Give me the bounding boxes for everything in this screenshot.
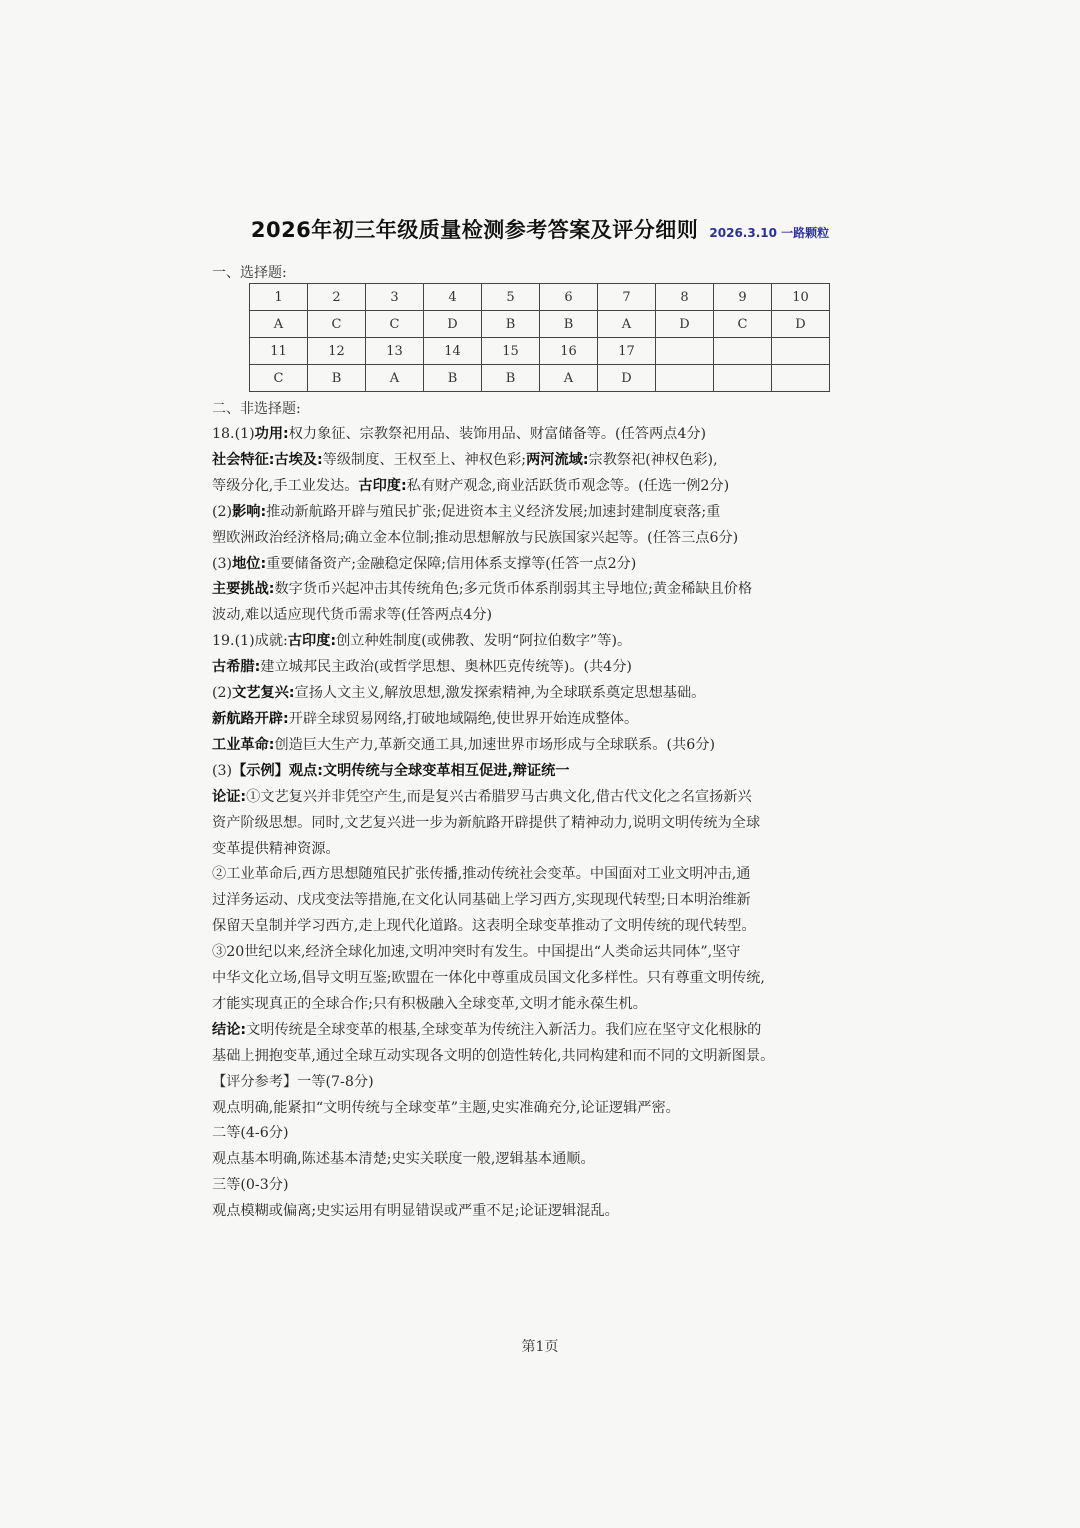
text-segment: 创造巨大生产力,革新交通工具,加速世界市场形成与全球联系。(共6分)	[274, 736, 715, 753]
bold-label: 工业革命:	[212, 736, 275, 753]
text-line	[212, 1147, 868, 1173]
section-multiple-choice-title: 一、选择题:	[212, 265, 287, 281]
date-source-tag: 2026.3.10 一路颗粒	[709, 226, 830, 240]
question-number-cell: 8	[656, 284, 714, 311]
question-number-cell: 12	[308, 338, 366, 365]
text-line	[212, 655, 868, 681]
question-number-cell: 3	[366, 284, 424, 311]
answer-cell: D	[656, 311, 714, 338]
text-line	[212, 888, 868, 914]
question-number-cell	[772, 338, 830, 365]
text-line	[212, 629, 868, 655]
text-line	[212, 526, 868, 552]
answer-cell: A	[598, 311, 656, 338]
question-number-cell: 1	[250, 284, 308, 311]
text-segment: ①文艺复兴并非凭空产生,而是复兴古希腊罗马古典文化,借古代文化之名宣扬新兴	[246, 788, 752, 805]
page-number: 第1页	[521, 1339, 559, 1355]
bold-label: 影响:	[232, 503, 267, 520]
question-number-cell: 14	[424, 338, 482, 365]
question-number-cell: 5	[482, 284, 540, 311]
answer-cell	[772, 365, 830, 392]
text-segment: 推动新航路开辟与殖民扩张;促进资本主义经济发展;加速封建制度衰落;重	[266, 503, 721, 520]
bold-label: 地位:	[232, 555, 267, 572]
answer-cell: B	[482, 365, 540, 392]
bold-label: 两河流域:	[526, 451, 589, 468]
text-line	[212, 1121, 868, 1147]
text-segment: (3)	[212, 555, 233, 572]
text-segment: 宗教祭祀(神权色彩),	[588, 451, 718, 468]
text-segment: 资产阶级思想。同时,文艺复兴进一步为新航路开辟提供了精神动力,说明文明传统为全球	[212, 814, 761, 831]
answer-row	[250, 311, 830, 338]
text-line	[212, 681, 868, 707]
question-number-row	[250, 338, 830, 365]
bold-label: 功用:	[254, 426, 289, 442]
text-segment: 三等(0-3分)	[212, 1177, 289, 1194]
answer-table	[249, 283, 830, 392]
section-non-choice-title: 二、非选择题:	[212, 401, 301, 417]
text-segment: ③20世纪以来,经济全球化加速,文明冲突时有发生。中国提出“人类命运共同体”,坚守	[212, 944, 741, 961]
bold-label: 古印度:	[287, 633, 337, 650]
bold-label: 【示例】观点:文明传统与全球变革相互促进,辩证统一	[232, 762, 570, 779]
text-segment: 等级分化,手工业发达。	[212, 477, 359, 494]
text-line	[212, 603, 868, 629]
question-number-cell	[714, 338, 772, 365]
answer-cell: D	[598, 365, 656, 392]
text-segment: 19.(1)成就:	[212, 633, 288, 650]
question-number-cell: 2	[308, 284, 366, 311]
text-segment: 观点明确,能紧扣“文明传统与全球变革”主题,史实准确充分,论证逻辑严密。	[212, 1099, 680, 1116]
answer-cell	[714, 365, 772, 392]
text-line	[212, 500, 868, 526]
answer-cell: B	[424, 365, 482, 392]
answer-cell: D	[772, 311, 830, 338]
text-segment: (2)	[212, 685, 233, 702]
text-line	[212, 733, 868, 759]
text-segment: (3)	[212, 762, 233, 779]
text-segment: (2)	[212, 503, 233, 520]
text-line	[212, 940, 868, 966]
text-line	[212, 811, 868, 837]
text-segment: 文明传统是全球变革的根基,全球变革为传统注入新活力。我们应在坚守文化根脉的	[246, 1021, 762, 1038]
text-segment: 重要储备资产;金融稳定保障;信用体系支撑等(任答一点2分)	[266, 555, 637, 572]
text-line	[212, 707, 868, 733]
bold-label: 社会特征:古埃及:	[212, 451, 323, 468]
text-line	[212, 785, 868, 811]
text-segment: 塑欧洲政治经济格局;确立金本位制;推动思想解放与民族国家兴起等。(任答三点6分)	[212, 529, 739, 546]
answer-cell: C	[714, 311, 772, 338]
text-segment: 建立城邦民主政治(或哲学思想、奥林匹克传统等)。(共4分)	[260, 659, 632, 676]
answer-cell: C	[250, 365, 308, 392]
text-segment: 波动,难以适应现代货币需求等(任答两点4分)	[212, 607, 492, 624]
text-segment: 观点基本明确,陈述基本清楚;史实关联度一般,逻辑基本通顺。	[212, 1151, 595, 1168]
text-segment: 数字货币兴起冲击其传统角色;多元货币体系削弱其主导地位;黄金稀缺且价格	[274, 581, 753, 598]
text-segment: 权力象征、宗教祭祀用品、装饰用品、财富储备等。(任答两点4分)	[288, 426, 707, 442]
answer-cell: B	[540, 311, 598, 338]
text-line	[212, 1070, 868, 1096]
answer-cell	[656, 365, 714, 392]
text-line	[212, 837, 868, 863]
text-segment: 保留天皇制并学习西方,走上现代化道路。这表明全球变革推动了文明传统的现代转型。	[212, 918, 756, 935]
question-number-cell: 16	[540, 338, 598, 365]
text-line	[212, 1173, 868, 1199]
text-line	[212, 422, 868, 448]
answer-cell: B	[308, 365, 366, 392]
text-segment: 二等(4-6分)	[212, 1125, 289, 1142]
text-segment: 过洋务运动、戊戌变法等措施,在文化认同基础上学习西方,实现现代转型;日本明治维新	[212, 892, 751, 909]
document-title: 2026年初三年级质量检测参考答案及评分细则	[250, 218, 699, 242]
answer-body	[212, 422, 868, 1225]
text-segment: 宣扬人文主义,解放思想,激发探索精神,为全球联系奠定思想基础。	[294, 685, 706, 702]
question-number-cell	[656, 338, 714, 365]
answer-row	[250, 365, 830, 392]
text-line	[212, 1199, 868, 1225]
text-segment: 等级制度、王权至上、神权色彩;	[322, 451, 527, 468]
text-segment: 创立种姓制度(或佛教、发明“阿拉伯数字”等)。	[336, 633, 632, 650]
text-segment: 中华文化立场,倡导文明互鉴;欧盟在一体化中尊重成员国文化多样性。只有尊重文明传统,	[212, 970, 765, 987]
text-segment: 变革提供精神资源。	[212, 840, 340, 857]
answer-cell: C	[366, 311, 424, 338]
answer-cell: A	[540, 365, 598, 392]
question-number-cell: 6	[540, 284, 598, 311]
text-line	[212, 862, 868, 888]
question-number-cell: 10	[772, 284, 830, 311]
text-line	[212, 966, 868, 992]
text-line	[212, 992, 868, 1018]
bold-label: 文艺复兴:	[232, 685, 295, 702]
bold-label: 古印度:	[358, 477, 407, 494]
answer-cell: D	[424, 311, 482, 338]
text-line	[212, 448, 868, 474]
question-number-cell: 9	[714, 284, 772, 311]
bold-label: 论证:	[212, 788, 247, 805]
text-line	[212, 914, 868, 940]
text-line	[212, 1018, 868, 1044]
bold-label: 结论:	[212, 1021, 247, 1038]
answer-cell: A	[250, 311, 308, 338]
text-segment: 基础上拥抱变革,通过全球互动实现各文明的创造性转化,共同构建和而不同的文明新图景。	[212, 1047, 775, 1064]
question-number-cell: 17	[598, 338, 656, 365]
question-number-cell: 15	[482, 338, 540, 365]
text-segment: 【评分参考】一等(7-8分)	[212, 1073, 374, 1090]
text-segment: 才能实现真正的全球合作;只有积极融入全球变革,文明才能永葆生机。	[212, 995, 647, 1012]
answer-cell: C	[308, 311, 366, 338]
bold-label: 主要挑战:	[212, 581, 275, 598]
title-row	[0, 214, 1080, 244]
question-number-cell: 11	[250, 338, 308, 365]
text-line	[212, 552, 868, 578]
question-number-cell: 13	[366, 338, 424, 365]
text-line	[212, 759, 868, 785]
text-segment: 观点模糊或偏离;史实运用有明显错误或严重不足;论证逻辑混乱。	[212, 1203, 619, 1220]
answer-cell: A	[366, 365, 424, 392]
question-number-cell: 4	[424, 284, 482, 311]
text-segment: 开辟全球贸易网络,打破地域隔绝,使世界开始连成整体。	[288, 710, 639, 727]
question-number-cell: 7	[598, 284, 656, 311]
answer-cell: B	[482, 311, 540, 338]
text-segment: 18.(1)	[212, 426, 255, 442]
bold-label: 古希腊:	[212, 659, 261, 676]
bold-label: 新航路开辟:	[212, 710, 289, 727]
text-segment: ②工业革命后,西方思想随殖民扩张传播,推动传统社会变革。中国面对工业文明冲击,通	[212, 866, 751, 883]
text-line	[212, 1044, 868, 1070]
text-segment: 私有财产观念,商业活跃货币观念等。(任选一例2分)	[406, 477, 730, 494]
question-number-row	[250, 284, 830, 311]
text-line	[212, 577, 868, 603]
text-line	[212, 474, 868, 500]
text-line	[212, 1096, 868, 1122]
